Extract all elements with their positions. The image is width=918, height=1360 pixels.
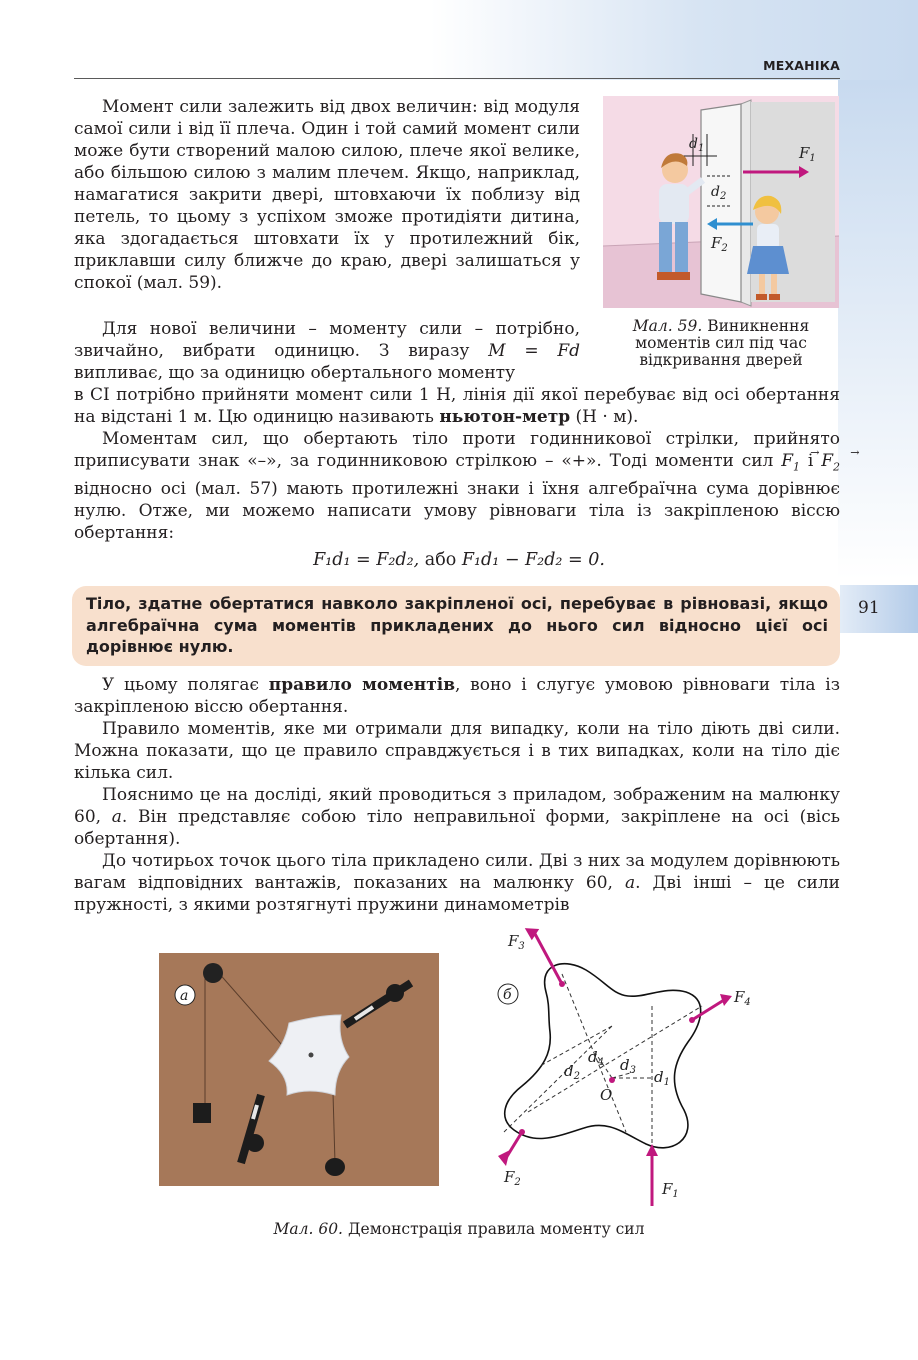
formula-lhs: F₁d₁ = F₂d₂,: [313, 550, 420, 570]
paragraph-7-text-a: До чотирьох точок цього тіла прикладено сили. Дві з них за модулем дорівнюють вагам відповідних вантажів, показаних на малюнку 60,: [74, 851, 840, 893]
d2-label: $d_2$: [711, 184, 727, 202]
figure-60-caption-label: Мал. 60.: [273, 1220, 343, 1238]
paragraph-6-text-a: Пояснимо це на досліді, який проводиться з приладом, зображеним на малюнку 60,: [74, 785, 840, 827]
paragraph-1: [74, 96, 580, 294]
rule-of-moments-term: правило моментів: [268, 675, 456, 695]
figure-59-caption-text: Виникнення моментів сил під час відкривання дверей: [635, 317, 810, 369]
paragraph-6-text-b: . Він представляє собою тіло неправильної форми, закріплене на осі (вісь обертання).: [74, 807, 841, 849]
figure-60b-diagram: [488, 922, 788, 1212]
equilibrium-formula: [0, 550, 918, 570]
formula-rhs: F₁d₁ − F₂d₂ = 0.: [461, 550, 605, 570]
d2-arm-label: $d_2$: [564, 1062, 580, 1082]
newton-metre-term: ньютон-метр: [439, 407, 571, 427]
figure-60a-photo: [159, 953, 439, 1186]
figure-59-caption: [603, 318, 839, 369]
f2-label: $F_2$: [711, 234, 728, 254]
d1-label: $d_1$: [689, 136, 705, 154]
d4-label: $d_4$: [588, 1048, 604, 1068]
paragraph-3-text-a: Моментам сил, що обертають тіло проти годинникової стрілки, прийнято приписувати знак «–», за годинниковою стрілкою – «+». Тоді моменти сил: [74, 429, 840, 471]
page-number: 91: [858, 598, 880, 618]
figure-59-caption-label: Мал. 59.: [632, 317, 703, 335]
figure-60-caption: [0, 1220, 918, 1238]
paragraph-2-full: [74, 384, 840, 428]
f3-label: $F_3$: [508, 932, 525, 952]
paragraph-5: [74, 718, 840, 784]
panel-b-label: б: [503, 987, 512, 1003]
paragraph-6: [74, 784, 840, 850]
margin-gradient: [838, 80, 918, 580]
force-f2-vector: → $F_2$: [821, 446, 860, 474]
paragraph-3-and: і: [807, 451, 814, 471]
d1-arm-label: $d_1$: [654, 1068, 670, 1088]
paragraph-4-text-b: , воно і слугує умовою рівноваги тіла із закріпленою віссю обертання.: [74, 675, 840, 717]
f1-label: $F_1$: [662, 1180, 679, 1200]
section-title: МЕХАНІКА: [763, 58, 840, 73]
paragraph-2-text-b: випливає, що за одиницю обертального моменту: [74, 363, 516, 383]
paragraph-1-text: Момент сили залежить від двох величин: від модуля самої сили і від її плеча. Один і той самий момент сили може бути створений малою силою, плече якої велике, або більшою силою з малим плечем. Якщо, наприклад, намагатися закрити двері, штовхаючи їх поблизу від петель, то цьому з успіхом зможе протидіяти дитина, яка здогадається штовхати їх у протилежний бік, приклавши силу ближче до краю, двері залишаться у спокої (мал. 59).: [74, 97, 580, 293]
force-f1-vector: → $F_1$: [781, 446, 820, 474]
f1-label: $F_1$: [799, 144, 816, 164]
axis-o-label: O: [600, 1086, 613, 1104]
paragraph-7-panel-ref: а: [624, 873, 636, 893]
rule-text: Тіло, здатне обертатися навколо закріпленої осі, перебуває в рівновазі, якщо алгебраїчна сума моментів прикладених до нього сил відносно цієї осі дорівнює нулю.: [86, 594, 828, 656]
paragraph-2-narrow: [74, 318, 580, 384]
f4-label: $F_4$: [734, 988, 751, 1008]
f2-label: $F_2$: [504, 1168, 521, 1188]
panel-a-label: а: [180, 988, 189, 1004]
paragraph-7: [74, 850, 840, 916]
header-gradient: [430, 0, 918, 80]
paragraph-2-text-a: Для нової величини – моменту сили – потрібно, звичайно, вибрати одиницю. З виразу: [74, 319, 580, 361]
paragraph-3: [74, 428, 860, 544]
door-scene-drawing: [603, 96, 839, 308]
header-divider: [74, 78, 840, 79]
formula-or: або: [424, 550, 457, 570]
paragraph-4-text-a: У цьому полягає: [102, 675, 260, 695]
paragraph-2-text-c: в СІ потрібно прийняти момент сили 1 Н, лінія дії якої перебуває від осі обертання на відстані 1 м. Цю одиницю називають: [74, 385, 840, 427]
paragraph-7-text-b: . Дві інші – це сили пружності, з якими розтягнуті пружини динамометрів: [74, 873, 840, 915]
paragraph-5-text: Правило моментів, яке ми отримали для випадку, коли на тіло діють дві сили. Можна показати, що це правило справджується і в тих випадках, коли на тіло діє кілька сил.: [74, 719, 840, 783]
paragraph-2-text-d: (Н · м).: [575, 407, 639, 427]
paragraph-6-panel-ref: а: [111, 807, 122, 827]
d3-label: $d_3$: [620, 1056, 636, 1076]
paragraph-4: [74, 674, 840, 718]
force-diagram: [488, 922, 788, 1212]
torque-apparatus-photo: [159, 953, 439, 1186]
figure-60-caption-text: Демонстрація правила моменту сил: [347, 1220, 645, 1238]
moment-formula: M = Fd: [488, 341, 581, 361]
figure-59-illustration: [603, 96, 839, 308]
paragraph-3-text-b: відносно осі (мал. 57) мають протилежні знаки і їхня алгебраїчна сума дорівнює нулю. Отже, ми можемо написати умову рівноваги тіла із закріпленою віссю обертання:: [74, 479, 840, 544]
